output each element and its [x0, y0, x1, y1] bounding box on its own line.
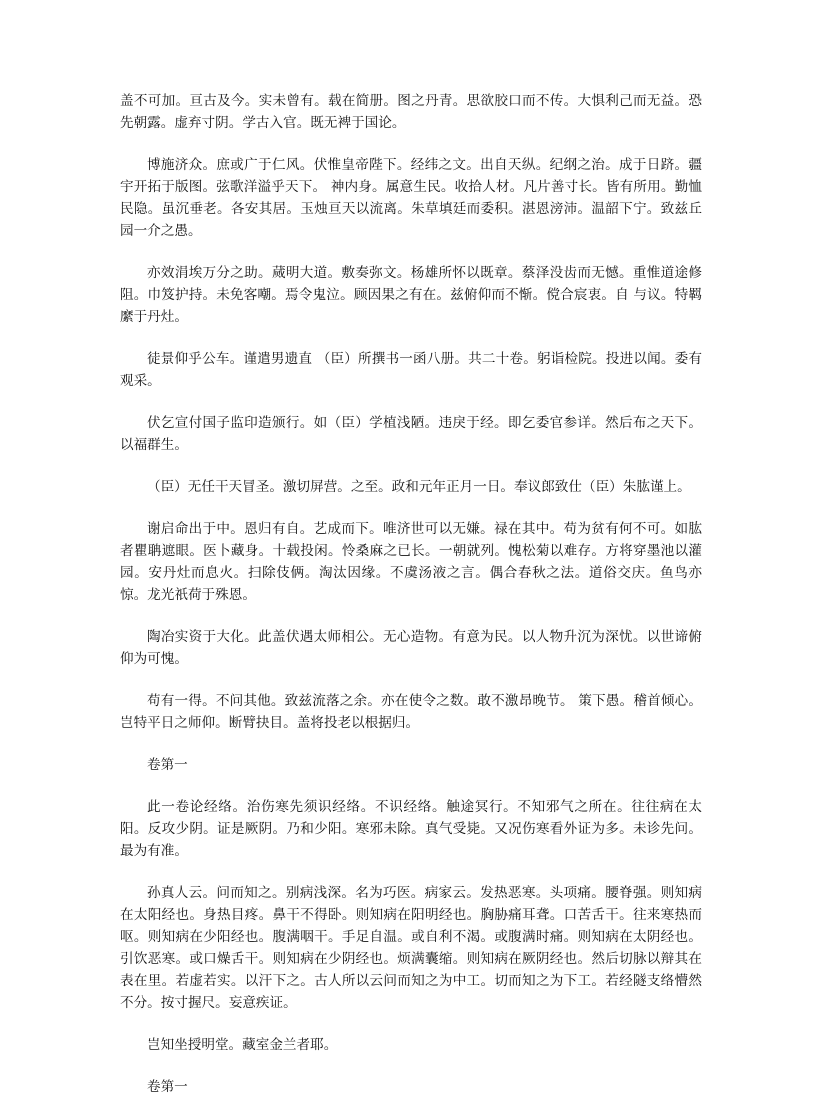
paragraph: 谢启命出于中。恩归有自。艺成而下。唯济世可以无嫌。禄在其中。苟为贫有何不可。如肱者瞿聃遮眼。医卜藏身。十载投闲。怜桑麻之已长。一朝就列。愧松菊以难存。方将穿墨池以灌园。安丹灶而息火。扫除伎俩。淘汰因缘。不虞汤液之言。偶合春秋之法。道俗交庆。鱼鸟亦惊。龙光祇荷于殊恩。: [120, 521, 702, 603]
section-heading: 卷第一: [147, 757, 188, 773]
paragraph: 岂知坐授明堂。藏室金兰者耶。: [147, 1037, 338, 1053]
paragraph: （臣）无任干天冒圣。激切屏营。之至。政和元年正月一日。奉议郎致仕（臣）朱肱谨上。: [147, 479, 691, 495]
paragraph: 伏乞宣付国子监印造颁行。如（臣）学植浅陋。违戾于经。即乞委官参详。然后布之天下。以福群生。: [120, 415, 702, 453]
paragraph: 亦效涓埃万分之助。蒇明大道。敷奏弥文。杨雄所怀以既章。蔡泽没齿而无憾。重惟道途修阻。巾笈护持。未免客嘲。焉令鬼泣。顾因果之有在。兹俯仰而不惭。傥合宸衷。自 与议。特羁縻于丹灶。: [120, 265, 702, 325]
paragraph: 博施济众。庶或广于仁风。伏惟皇帝陛下。经纬之文。出自天纵。纪纲之治。成于日跻。疆宇开拓于版图。弦歌洋溢乎天下。 神内身。属意生民。收拾人材。凡片善寸长。皆有所用。勤恤民隐。虽沉垂老。各安其居。玉烛亘天以流离。朱草填廷而委积。湛恩滂沛。温韶下宁。致兹丘园一介之愚。: [120, 157, 702, 239]
paragraph: 盖不可加。亘古及今。实未曾有。载在简册。图之丹青。思欲胶口而不传。大惧利己而无益。恐先朝露。虚弃寸阴。学古入官。既无裨于国论。: [120, 93, 702, 131]
paragraph: 徒景仰乎公车。谨遣男遗直 （臣）所撰书一函八册。共二十卷。躬诣检院。投进以闻。委有观采。: [120, 351, 702, 389]
document-body: [120, 90, 702, 1118]
paragraph: 孙真人云。问而知之。别病浅深。名为巧医。病家云。发热恶寒。头项痛。腰脊强。则知病在太阳经也。身热目疼。鼻干不得卧。则知病在阳明经也。胸胁痛耳聋。口苦舌干。往来寒热而呕。则知病在少阳经也。腹满咽干。手足自温。或自利不渴。或腹满时痛。则知病在太阴经也。引饮恶寒。或口燥舌干。则知病在少阴经也。烦满囊缩。则知病在厥阴经也。然后切脉以辩其在表在里。若虚若实。以汗下之。古人所以云问而知之为中工。切而知之为下工。若经隧支络懵然不分。按寸握尺。妄意疾证。: [120, 885, 702, 1011]
section-heading: 卷第一: [147, 1079, 188, 1095]
paragraph: 陶冶实资于大化。此盖伏遇太师相公。无心造物。有意为民。以人物升沉为深忧。以世谛俯仰为可愧。: [120, 629, 702, 667]
paragraph: 苟有一得。不问其他。致兹流落之余。亦在使令之数。敢不激昂晚节。 策下愚。稽首倾心。岂特平日之师仰。断臂抉目。盖将投老以根据归。: [120, 693, 702, 731]
paragraph: 此一卷论经络。治伤寒先须识经络。不识经络。触途冥行。不知邪气之所在。往往病在太阳。反攻少阴。证是厥阴。乃和少阳。寒邪未除。真气受毙。又况伤寒看外证为多。未诊先问。最为有准。: [120, 799, 702, 859]
